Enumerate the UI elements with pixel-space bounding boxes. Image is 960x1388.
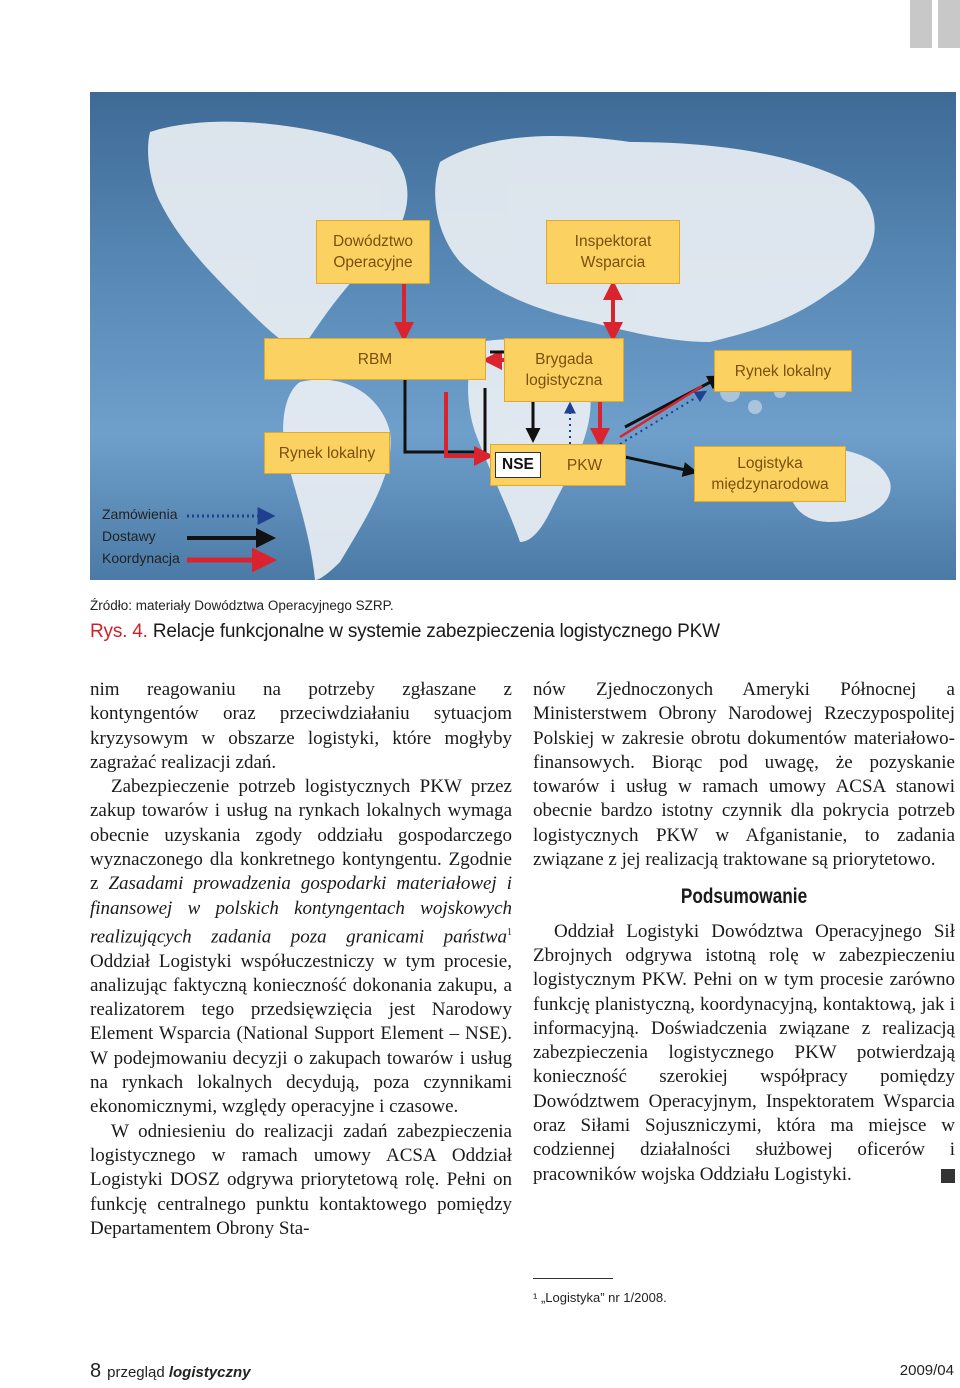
caption-text: Relacje funkcjonalne w systemie zabezpieczenia logistycznego PKW <box>147 621 720 642</box>
box-inspektorat-wsparcia: Inspektorat Wsparcia <box>546 220 680 284</box>
text-run: Oddział Logistyki współuczestniczy w tym procesie, analizując faktyczną konieczność dokonania zakupu, a realizatorem tego przedsięwzięcia jest Narodowy Element Wsparcia (National Support Element – NSE). W podejmowaniu decyzji o zakupach towarów i usług na rynkach lokalnych decydują, poza czynnikami ekonomicznymi, względy operacyjne i czasowe. <box>90 950 512 1118</box>
nse-label: NSE <box>495 452 541 478</box>
paragraph <box>533 920 955 1187</box>
legend-koordynacja: Koordynacja <box>102 550 180 566</box>
box-nse-pkw <box>490 444 626 486</box>
magazine-name: przegląd <box>107 1364 165 1381</box>
magazine-name-italic: logistyczny <box>168 1364 251 1381</box>
arrow-pkw-logistyka <box>625 457 695 472</box>
figure-source: Źródło: materiały Dowództwa Operacyjnego SZRP. <box>90 598 394 613</box>
corner-decoration <box>910 0 960 48</box>
box-rynek-lokalny-left: Rynek lokalny <box>264 432 390 474</box>
pkw-label: PKW <box>566 456 603 474</box>
footer-left <box>90 1360 251 1383</box>
text-run: Zabezpieczenie potrzeb logistycznych PKW przez zakup towarów i usług na rynkach lokalnych wymaga obecnie uzyskania zgody oddziału gospodarczego wyznaczonego dla konkretnego kontyngentu. Zgodnie z <box>90 776 512 895</box>
box-rbm: RBM <box>264 338 486 380</box>
arrow-pkw-rynek <box>625 377 720 427</box>
paragraph <box>90 775 512 1119</box>
figure-caption <box>90 621 720 643</box>
world-map-background <box>90 92 956 580</box>
page-number: 8 <box>90 1360 102 1382</box>
paragraph: W odniesieniu do realizacji zadań zabezpieczenia logistycznego w ramach umowy ACSA Oddział Logistyki DOSZ odgrywa priorytetową rolę. Pełni on funkcję centralnego punktu kontaktowego pomiędzy Departamentem Obrony Sta- <box>90 1120 512 1239</box>
paragraph: nim reagowaniu na potrzeby zgłaszane z kontyngentów oraz przeciwdziałaniu sytuacjom kryzysowym w obszarze logistyki, które mogłyby zagrażać realizacji zdań. <box>90 679 512 773</box>
legend-dostawy: Dostawy <box>102 528 156 544</box>
section-heading: Podsumowanie <box>680 885 808 909</box>
box-brygada-logistyczna: Brygada logistyczna <box>504 338 624 402</box>
issue-number: 2009/04 <box>899 1362 954 1379</box>
legend-zamowienia: Zamówienia <box>102 506 178 522</box>
footnote-rule <box>533 1278 613 1279</box>
text-column-right <box>533 678 955 1187</box>
italic-title: Zasadami prowadzenia gospodarki materiałowej i finansowej w polskich kontyngentach wojskowych realizujących zadania poza granicami państwa <box>90 873 512 948</box>
text-run: Oddział Logistyki Dowództwa Operacyjnego Sił Zbrojnych odgrywa istotną rolę w zabezpieczeniu logistycznym PKW. Pełni on w tym procesie zarówno funkcję planistyczną, koordynacyjną, kontaktową, jak i informacyjną. Doświadczenia związane z realizacją zabezpieczenia logistycznego PKW potwierdzają konieczność szerokiej współpracy pomiędzy Dowództwem Operacyjnym, Inspektoratem Wsparcia oraz Siłami Sojuszniczymi, która ma miejsce w codziennej działalności służbowej oficerów i pracowników wojska Oddziału Logistyki. <box>533 920 955 1185</box>
box-logistyka-miedzynarodowa: Logistyka międzynarodowa <box>694 446 846 502</box>
box-rynek-lokalny-right: Rynek lokalny <box>714 350 852 392</box>
paragraph: nów Zjednoczonych Ameryki Północnej a Ministerstwem Obrony Narodowej Rzeczypospolitej Polskiej w zakresie obrotu dokumentów materiałowo-finansowych. Biorąc pod uwagę, że pozyskanie towarów i usług w ramach umowy ACSA stanowi obecnie bardzo istotny czynnik dla pokrycia potrzeb logistycznych PKW w Afganistanie, to zadania związane z jej realizacją traktowane są priorytetowo. <box>533 679 955 871</box>
end-mark <box>941 1169 955 1183</box>
text-column-left <box>90 678 512 1241</box>
box-dowodztwo-operacyjne: Dowództwo Operacyjne <box>316 220 430 284</box>
footnote: ¹ „Logistyka” nr 1/2008. <box>533 1290 667 1305</box>
footnote-ref: 1 <box>507 926 512 938</box>
figure-diagram <box>90 92 956 580</box>
caption-number: Rys. 4. <box>90 621 148 642</box>
